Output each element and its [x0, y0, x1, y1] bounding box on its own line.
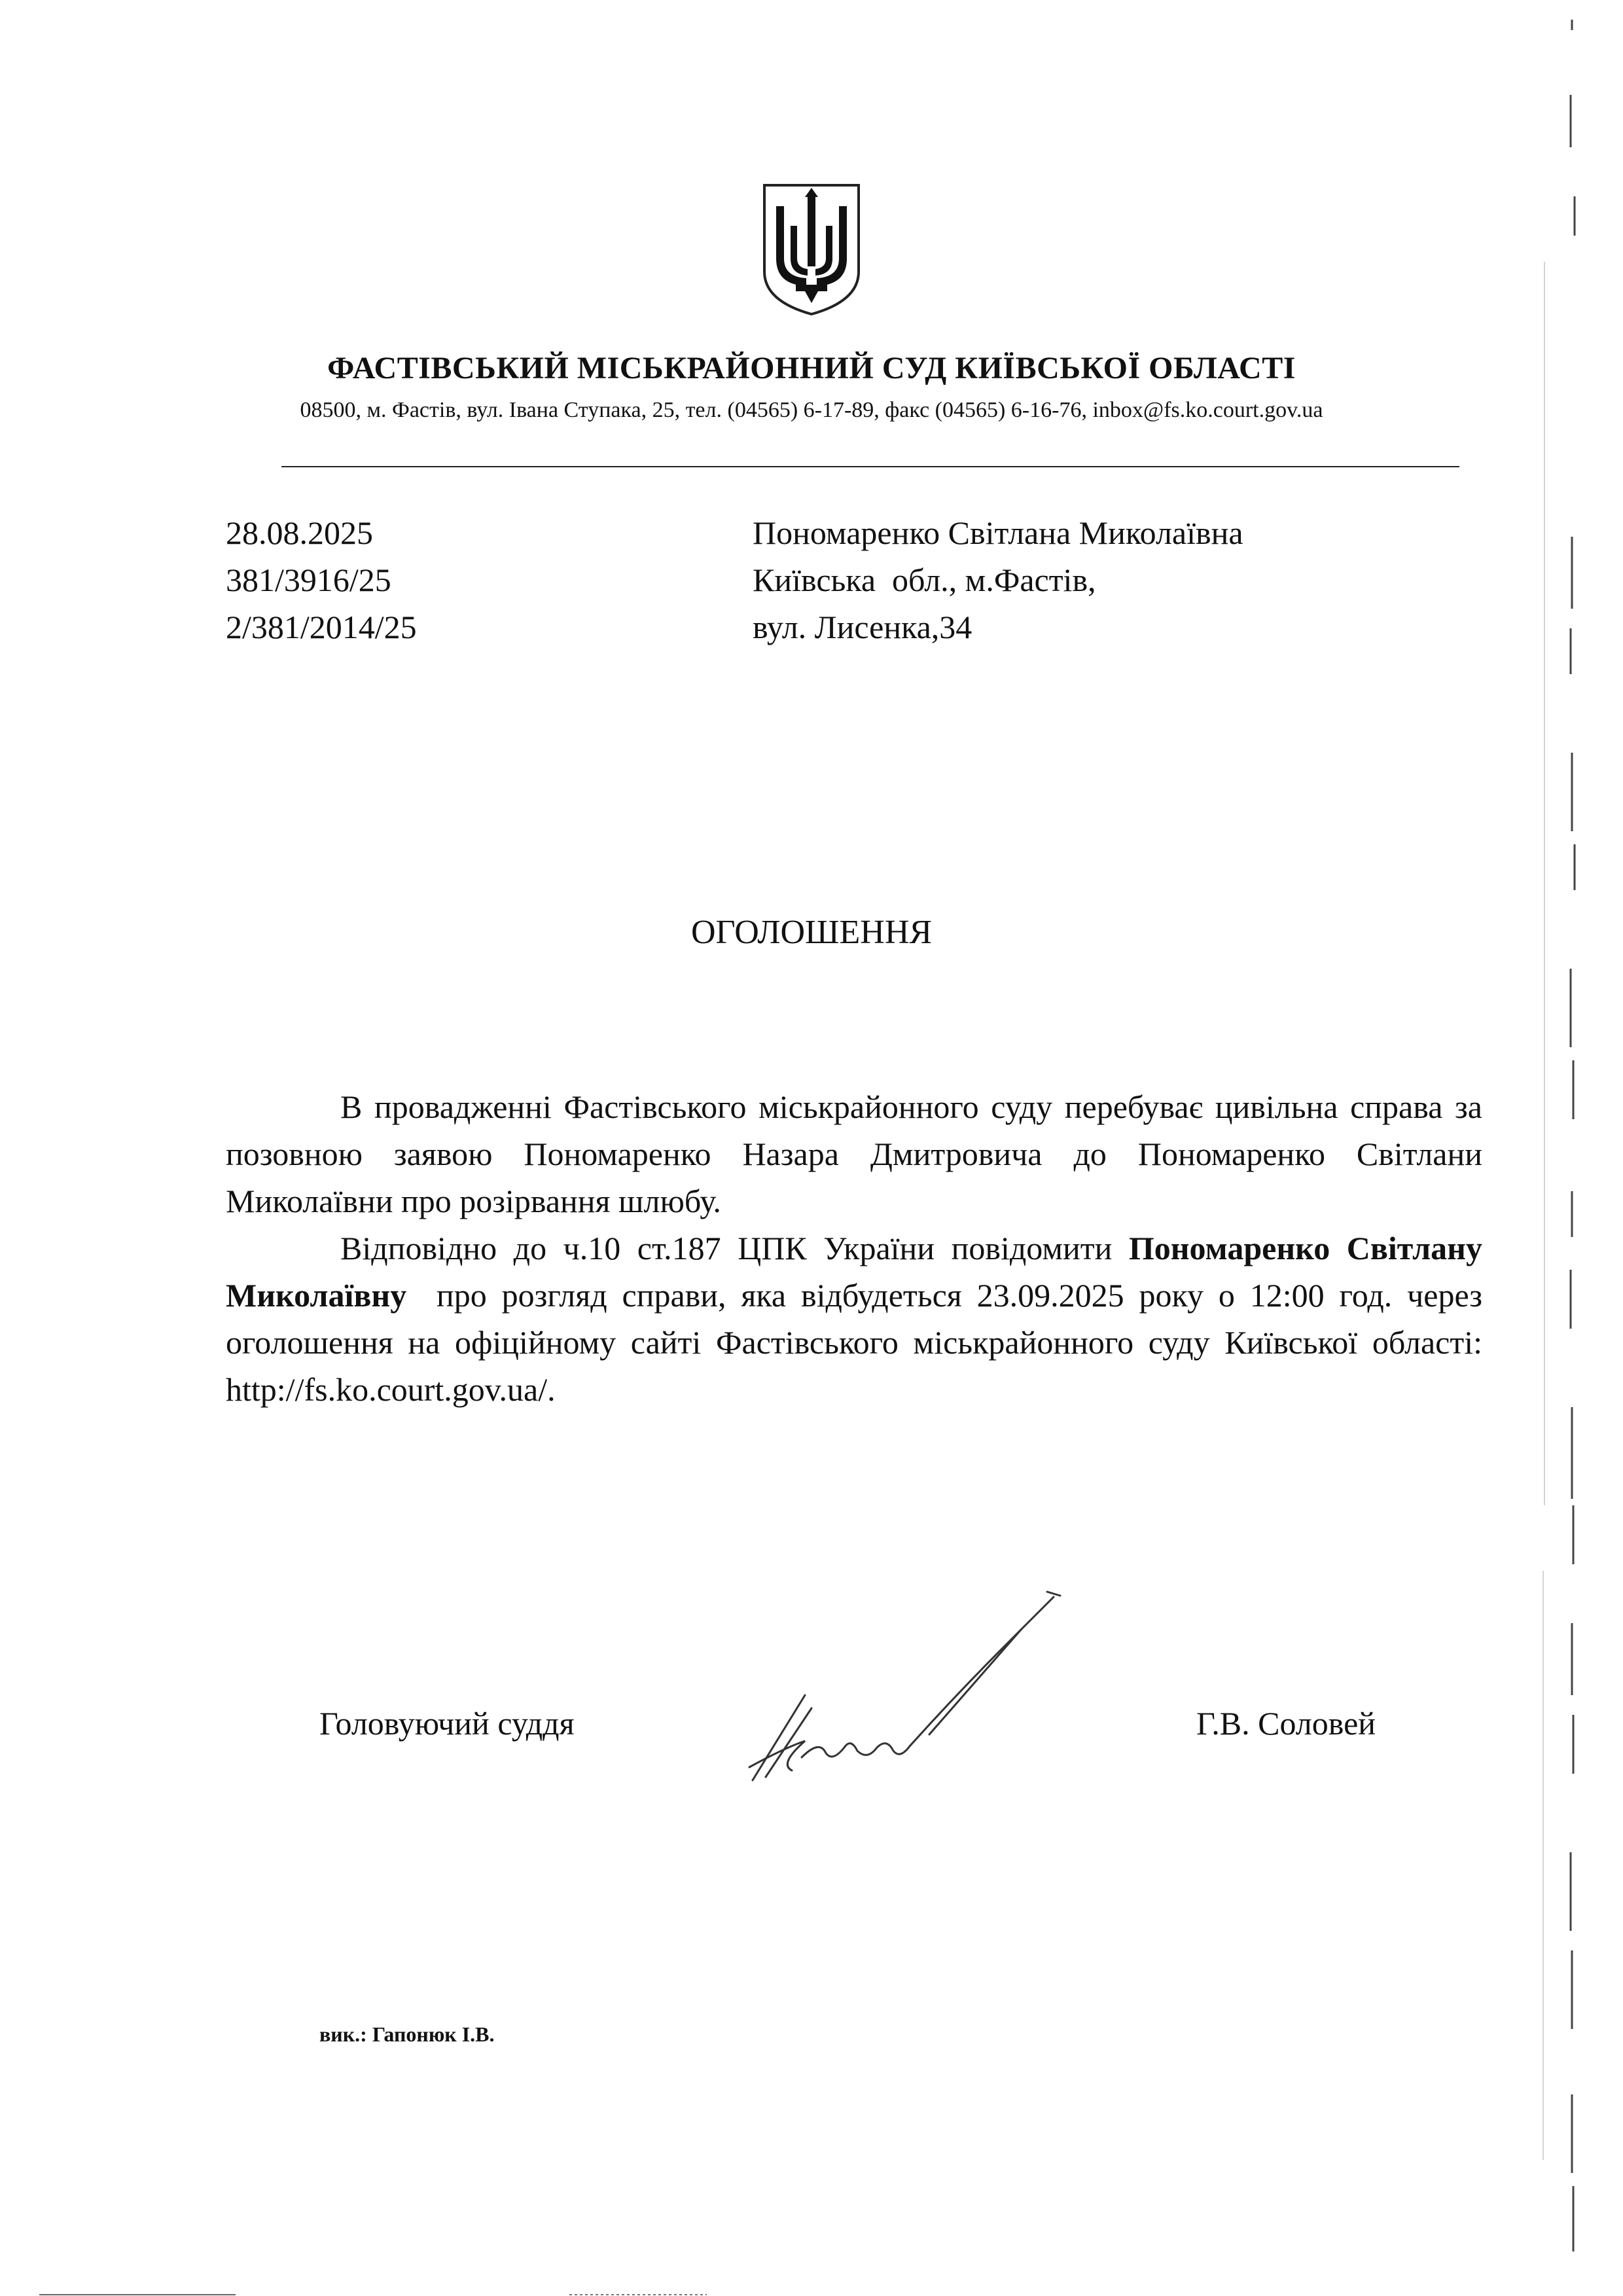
paragraph-case-info [226, 1083, 1482, 1225]
header-divider [281, 466, 1459, 467]
trident-coat-of-arms-icon [759, 180, 864, 317]
reference-block [226, 509, 417, 651]
recipient-name: Пономаренко Світлана Миколаївна [753, 514, 1243, 551]
paragraph-2-start: Відповідно до ч.10 ст.187 ЦПК України повідомити [340, 1230, 1129, 1266]
outgoing-number: 381/3916/25 [226, 562, 391, 598]
signatory-name: Г.В. Соловей [1196, 1705, 1376, 1742]
handwritten-signature [733, 1584, 1099, 1793]
paragraph-notification [226, 1225, 1491, 1413]
case-number: 2/381/2014/25 [226, 609, 417, 645]
scan-edge-marks [1531, 0, 1623, 2296]
court-name: ФАСТІВСЬКИЙ МІСЬКРАЙОННИЙ СУД КИЇВСЬКОЇ ОБЛАСТІ [327, 351, 1296, 386]
recipient-address-line2: вул. Лисенка,34 [753, 609, 972, 645]
court-address: 08500, м. Фастів, вул. Івана Ступака, 25, тел. (04565) 6-17-89, факс (04565) 6-16-76, inbox@fs.ko.court.gov.ua [300, 398, 1323, 422]
signatory-role: Головуючий суддя [319, 1705, 575, 1742]
recipient-block [753, 509, 1243, 651]
recipient-address-line1: Київська обл., м.Фастів, [753, 562, 1096, 598]
paragraph-2-end: про розгляд справи, яка відбудеться 23.09.2025 року о 12:00 год. через оголошення на офіційному сайті Фастівського міськрайонного суду Київської області: http://fs.ko.court.gov.ua/. [226, 1277, 1491, 1408]
letter-date: 28.08.2025 [226, 514, 373, 551]
executor-note: вик.: Гапонюк І.В. [319, 2022, 495, 2046]
defendant-name-bold: Пономаренко Світлану Миколаївну [226, 1230, 1482, 1314]
scan-bottom-edge [0, 2278, 1623, 2296]
paragraph-1-text: В провадженні Фастівського міськрайонного суду перебуває цивільна справа за позовною заявою Пономаренко Назара Дмитровича до Пономаренко Світлани Миколаївни про розірвання шлюбу. [226, 1088, 1482, 1219]
document-title: ОГОЛОШЕННЯ [690, 914, 933, 951]
